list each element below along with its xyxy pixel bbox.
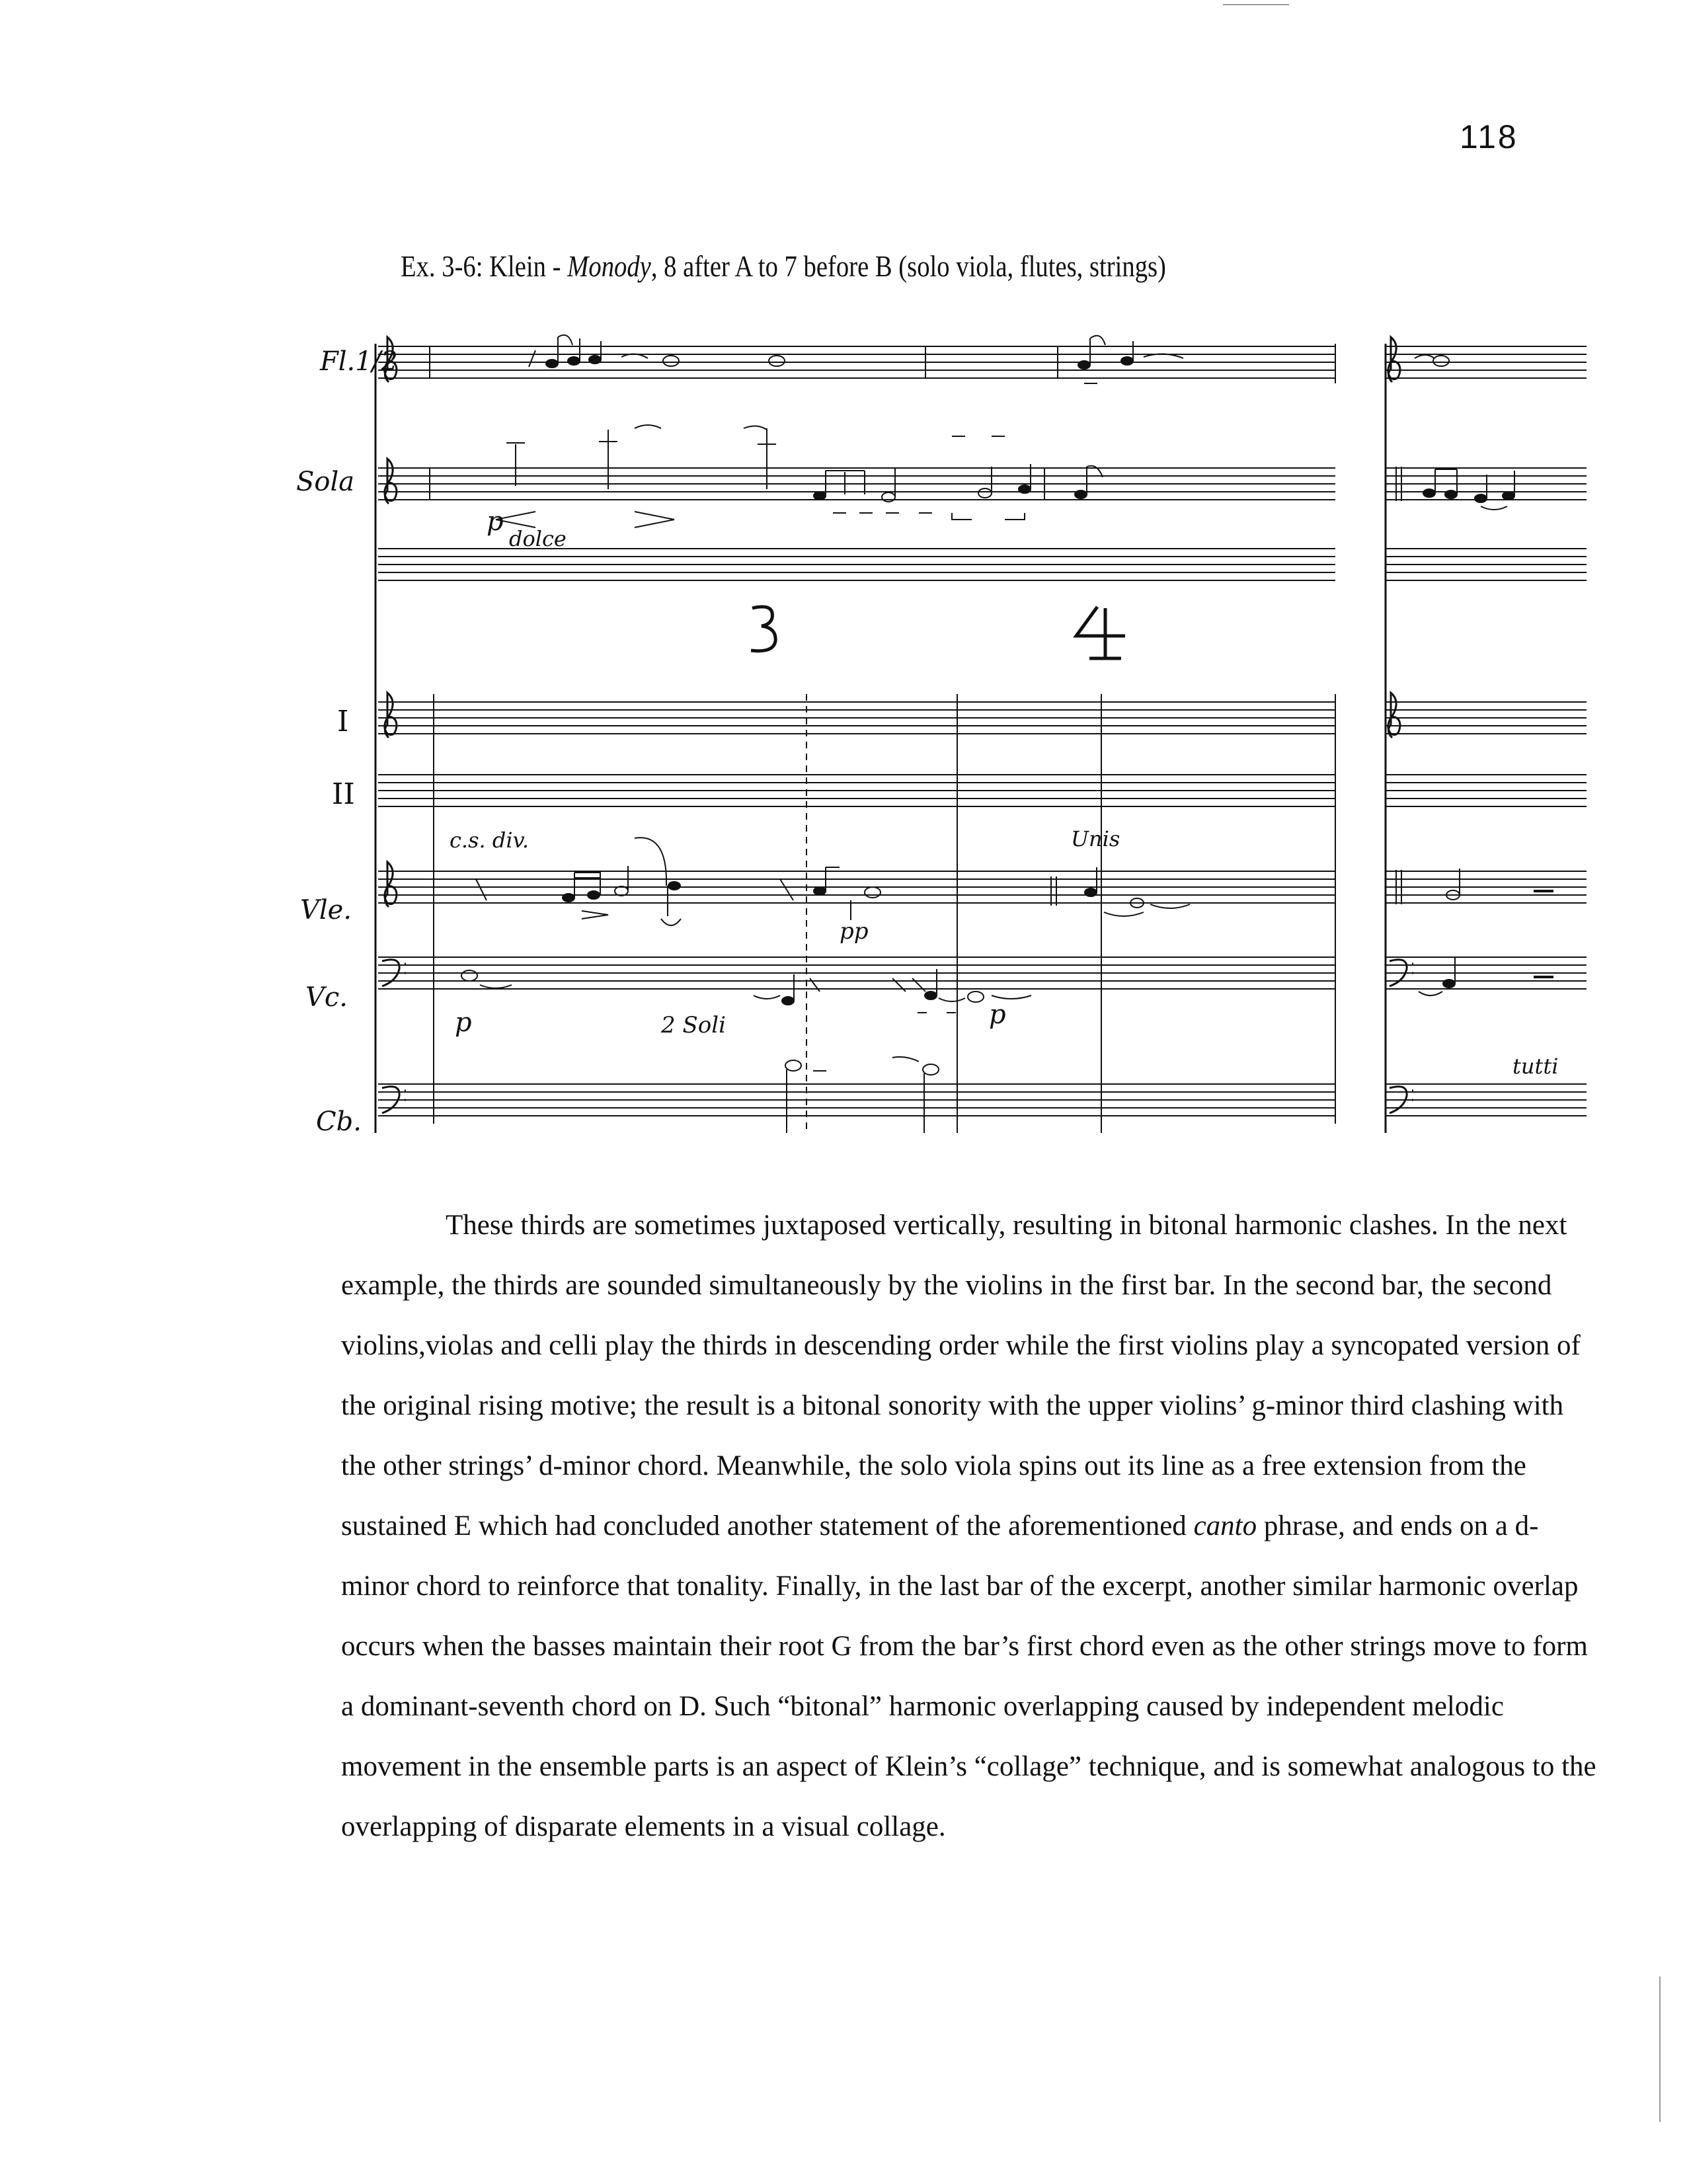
time-signature-staff xyxy=(378,549,1335,580)
scan-mark-right xyxy=(1659,1976,1661,2122)
caption-prefix: Ex. 3-6: Klein - xyxy=(401,249,568,283)
annotation-2-soli: 2 Soli xyxy=(661,1012,726,1038)
label-violas: Vle. xyxy=(300,895,352,925)
cello-staff xyxy=(378,957,1335,989)
solo-dynamics xyxy=(496,512,674,527)
cello-dynamic-p: p xyxy=(455,1007,472,1038)
viola-staff xyxy=(378,871,1335,903)
caption-title: Monody xyxy=(567,249,651,283)
annotation-unis: Unis xyxy=(1071,826,1120,851)
flute-notes xyxy=(529,335,1183,383)
bass-notes xyxy=(785,1057,939,1133)
music-score-excerpt xyxy=(291,297,1600,1150)
annotation-tutti: tutti xyxy=(1512,1054,1559,1079)
paragraph-italic-word: canto xyxy=(1193,1510,1257,1541)
paragraph-text-before: These thirds are sometimes juxtaposed vertically, resulting in bitonal harmonic clashes. In the next example, the thirds are sounded simultaneously by the violins in the first bar. In the second bar, the second violins,violas and celli play the thirds in descending order while the first violins play a syncopated version of the original rising motive; the result is a bitonal sonority with the upper violins’ g-minor third clashing with the other strings’ d-minor chord. Meanwhile, the solo viola spins out its line as a free extension from the sustained E which had concluded another statement of the aforementioned xyxy=(341,1210,1581,1541)
viola-dynamic-pp: pp xyxy=(840,918,869,945)
treble-clef-violin1 xyxy=(385,693,397,738)
label-cellos: Vc. xyxy=(305,982,348,1013)
paragraph-text-after: phrase, and ends on a d-minor chord to reinforce that tonality. Finally, in the last bar of the excerpt, another similar harmonic overlap occurs when the basses maintain their root G from the bar’s first chord even as the other strings move to form a dominant-seventh chord on D. Such “bitonal” harmonic overlapping caused by independent melodic movement in the ensemble parts is an aspect of Klein’s “collage” technique, and is somewhat analogous to the overlapping of disparate elements in a visual collage. xyxy=(341,1510,1596,1842)
annotation-dolce: dolce xyxy=(509,526,567,551)
label-violin2: II xyxy=(332,777,355,811)
main-barlines xyxy=(434,694,1335,1133)
body-paragraph xyxy=(341,1195,1597,1857)
flute-staff xyxy=(378,346,1335,378)
solo-dynamic-p: p xyxy=(487,506,504,537)
cello-notes xyxy=(461,969,1031,1013)
label-basses: Cb. xyxy=(316,1107,362,1137)
scan-mark-top xyxy=(1223,4,1289,5)
treble-clef-solo xyxy=(385,459,397,504)
violin1-staff xyxy=(378,702,1335,734)
label-flutes: Fl.1/2 xyxy=(320,346,398,377)
label-violin1: I xyxy=(337,705,349,738)
continuation-system xyxy=(1386,337,1587,1133)
solo-notes xyxy=(506,425,1103,520)
label-solo: Sola xyxy=(296,467,355,497)
time-signature-4 xyxy=(1076,607,1125,658)
violin2-staff xyxy=(378,775,1335,806)
time-signature-3 xyxy=(751,607,775,651)
solo-staff xyxy=(378,468,1335,500)
cello-dynamic-p-bar3: p xyxy=(989,999,1006,1030)
caption-suffix: , 8 after A to 7 before B (solo viola, flutes, strings) xyxy=(650,249,1166,283)
page-number: 118 xyxy=(1460,118,1518,155)
treble-clef-viola xyxy=(385,862,397,907)
annotation-cs-div: c.s. div. xyxy=(450,828,530,853)
bass-staff xyxy=(378,1084,1335,1116)
example-caption xyxy=(401,249,1166,284)
